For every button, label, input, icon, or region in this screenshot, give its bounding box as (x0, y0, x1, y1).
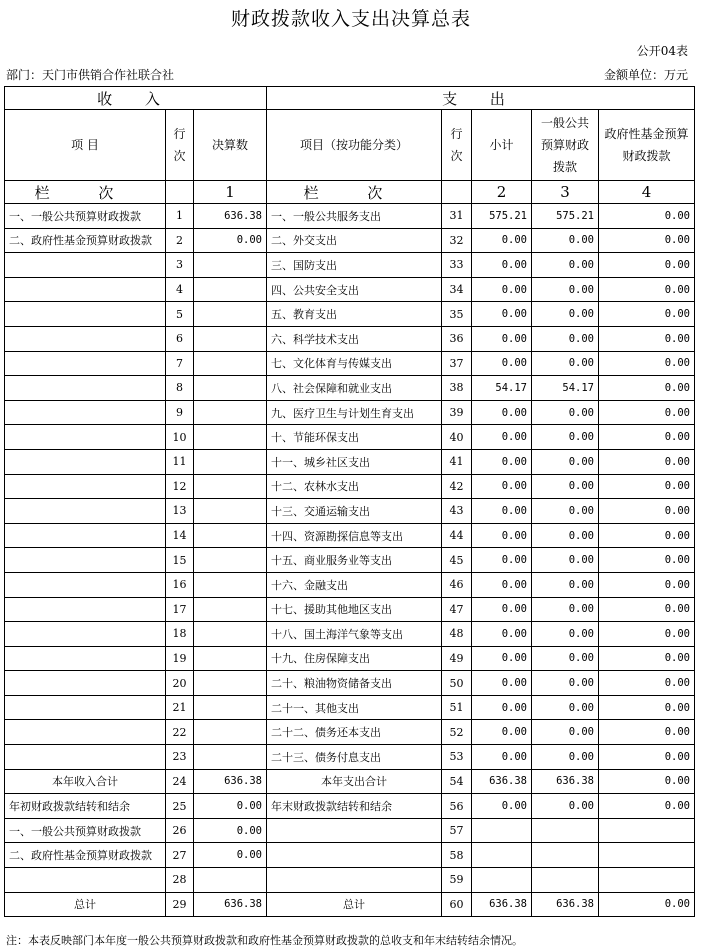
expense-general-budget-cell: 0.00 (532, 302, 599, 327)
table-row (5, 253, 695, 278)
expense-line-no-cell: 60 (442, 892, 472, 917)
column-number-row (5, 181, 695, 204)
expense-subtotal-cell: 0.00 (472, 499, 532, 524)
table-row (5, 818, 695, 843)
expense-item-cell: 十八、国土海洋气象等支出 (267, 622, 442, 647)
expense-line-no-cell: 37 (442, 351, 472, 376)
income-line-no-cell: 2 (166, 228, 194, 253)
income-item-cell (5, 548, 166, 573)
expense-general-budget-cell: 0.00 (532, 572, 599, 597)
table-row (5, 302, 695, 327)
table-row (5, 695, 695, 720)
expense-line-no-cell: 31 (442, 204, 472, 229)
expense-general-budget-cell: 0.00 (532, 425, 599, 450)
income-amount-cell (194, 523, 267, 548)
expense-gov-fund-cell: 0.00 (599, 548, 695, 573)
expense-item-cell: 十九、住房保障支出 (267, 646, 442, 671)
income-amount-cell: 0.00 (194, 818, 267, 843)
col-number-3: 3 (532, 181, 599, 204)
header-line-no: 行次 (166, 110, 194, 181)
header-line-no-2: 行次 (442, 110, 472, 181)
expense-subtotal-cell: 0.00 (472, 745, 532, 770)
income-item-cell: 二、政府性基金预算财政拨款 (5, 843, 166, 868)
table-row (5, 400, 695, 425)
income-amount-cell (194, 474, 267, 499)
expense-line-no-cell: 33 (442, 253, 472, 278)
income-item-cell (5, 745, 166, 770)
expense-item-cell: 十七、援助其他地区支出 (267, 597, 442, 622)
income-item-cell (5, 400, 166, 425)
expense-subtotal-cell: 54.17 (472, 376, 532, 401)
table-row (5, 671, 695, 696)
expense-item-cell: 二十三、债务付息支出 (267, 745, 442, 770)
expense-general-budget-cell: 636.38 (532, 769, 599, 794)
income-line-no-cell: 1 (166, 204, 194, 229)
income-item-cell (5, 351, 166, 376)
department-label: 部门：天门市供销合作社联合社 (6, 68, 175, 82)
income-amount-cell: 636.38 (194, 892, 267, 917)
expense-subtotal-cell: 0.00 (472, 572, 532, 597)
income-line-no-cell: 29 (166, 892, 194, 917)
col-number-label-left: 栏 次 (5, 181, 166, 204)
income-item-cell (5, 253, 166, 278)
expense-line-no-cell: 32 (442, 228, 472, 253)
expense-general-budget-cell: 0.00 (532, 400, 599, 425)
expense-gov-fund-cell: 0.00 (599, 597, 695, 622)
expense-item-cell: 九、医疗卫生与计划生育支出 (267, 400, 442, 425)
income-item-cell (5, 868, 166, 893)
expense-item-cell: 十二、农林水支出 (267, 474, 442, 499)
expense-line-no-cell: 36 (442, 326, 472, 351)
income-amount-cell: 0.00 (194, 843, 267, 868)
income-item-cell: 年初财政拨款结转和结余 (5, 794, 166, 819)
expense-line-no-cell: 48 (442, 622, 472, 647)
expense-subtotal-cell (472, 843, 532, 868)
income-amount-cell (194, 326, 267, 351)
expense-item-cell: 本年支出合计 (267, 769, 442, 794)
income-item-cell (5, 720, 166, 745)
expense-general-budget-cell: 0.00 (532, 671, 599, 696)
expense-gov-fund-cell: 0.00 (599, 745, 695, 770)
income-amount-cell (194, 302, 267, 327)
expense-gov-fund-cell: 0.00 (599, 769, 695, 794)
income-line-no-cell: 14 (166, 523, 194, 548)
income-line-no-cell: 22 (166, 720, 194, 745)
header-subtotal: 小计 (472, 110, 532, 181)
expense-gov-fund-cell: 0.00 (599, 425, 695, 450)
income-line-no-cell: 3 (166, 253, 194, 278)
expense-line-no-cell: 51 (442, 695, 472, 720)
income-item-cell (5, 572, 166, 597)
expense-general-budget-cell: 0.00 (532, 745, 599, 770)
table-row (5, 499, 695, 524)
expense-item-cell: 年末财政拨款结转和结余 (267, 794, 442, 819)
income-item-cell (5, 646, 166, 671)
income-item-cell (5, 376, 166, 401)
expense-subtotal-cell: 0.00 (472, 671, 532, 696)
table-row (5, 646, 695, 671)
expense-subtotal-cell: 575.21 (472, 204, 532, 229)
expense-item-cell: 二十二、债务还本支出 (267, 720, 442, 745)
table-row (5, 277, 695, 302)
income-amount-cell: 636.38 (194, 204, 267, 229)
table-row (5, 474, 695, 499)
header-item: 项 目 (5, 110, 166, 181)
expense-general-budget-cell: 636.38 (532, 892, 599, 917)
expense-line-no-cell: 47 (442, 597, 472, 622)
expense-gov-fund-cell: 0.00 (599, 695, 695, 720)
expense-line-no-cell: 44 (442, 523, 472, 548)
income-item-cell: 一、一般公共预算财政拨款 (5, 204, 166, 229)
expense-item-cell: 十六、金融支出 (267, 572, 442, 597)
section-header-row (5, 87, 695, 110)
income-line-no-cell: 23 (166, 745, 194, 770)
income-item-cell: 总计 (5, 892, 166, 917)
expense-item-cell: 八、社会保障和就业支出 (267, 376, 442, 401)
expense-gov-fund-cell: 0.00 (599, 572, 695, 597)
expense-line-no-cell: 53 (442, 745, 472, 770)
expense-gov-fund-cell: 0.00 (599, 277, 695, 302)
income-line-no-cell: 7 (166, 351, 194, 376)
table-row (5, 523, 695, 548)
income-item-cell (5, 277, 166, 302)
expense-subtotal-cell (472, 868, 532, 893)
income-line-no-cell: 27 (166, 843, 194, 868)
expense-general-budget-cell: 0.00 (532, 720, 599, 745)
expense-general-budget-cell: 0.00 (532, 548, 599, 573)
expense-line-no-cell: 38 (442, 376, 472, 401)
income-item-cell (5, 499, 166, 524)
expense-gov-fund-cell: 0.00 (599, 794, 695, 819)
expense-subtotal-cell: 636.38 (472, 892, 532, 917)
income-line-no-cell: 13 (166, 499, 194, 524)
expense-gov-fund-cell: 0.00 (599, 351, 695, 376)
income-amount-cell (194, 671, 267, 696)
income-item-cell (5, 449, 166, 474)
expense-general-budget-cell: 0.00 (532, 794, 599, 819)
income-item-cell (5, 425, 166, 450)
table-row (5, 622, 695, 647)
income-line-no-cell: 6 (166, 326, 194, 351)
table-row (5, 720, 695, 745)
table-row (5, 351, 695, 376)
expense-general-budget-cell: 0.00 (532, 646, 599, 671)
expense-subtotal-cell: 0.00 (472, 425, 532, 450)
form-number: 公开04表 (636, 44, 688, 58)
income-item-cell: 本年收入合计 (5, 769, 166, 794)
income-amount-cell (194, 868, 267, 893)
table-row (5, 228, 695, 253)
expense-item-cell: 十三、交通运输支出 (267, 499, 442, 524)
income-line-no-cell: 17 (166, 597, 194, 622)
col-number-2: 2 (472, 181, 532, 204)
expense-line-no-cell: 52 (442, 720, 472, 745)
table-row (5, 376, 695, 401)
expense-subtotal-cell: 0.00 (472, 253, 532, 278)
expense-gov-fund-cell: 0.00 (599, 671, 695, 696)
income-line-no-cell: 5 (166, 302, 194, 327)
expense-item-cell: 七、文化体育与传媒支出 (267, 351, 442, 376)
expense-item-cell: 十四、资源勘探信息等支出 (267, 523, 442, 548)
expense-gov-fund-cell: 0.00 (599, 449, 695, 474)
income-line-no-cell: 24 (166, 769, 194, 794)
income-line-no-cell: 25 (166, 794, 194, 819)
table-row (5, 204, 695, 229)
expense-item-cell: 总计 (267, 892, 442, 917)
table-row (5, 843, 695, 868)
expense-line-no-cell: 45 (442, 548, 472, 573)
expense-general-budget-cell: 0.00 (532, 622, 599, 647)
footnote: 注：本表反映部门本年度一般公共预算财政拨款和政府性基金预算财政拨款的总收支和年末结转结余情况。 (6, 934, 523, 947)
expense-item-cell (267, 843, 442, 868)
income-item-cell (5, 597, 166, 622)
header-general-budget: 一般公共预算财政拨款 (532, 110, 599, 181)
income-amount-cell (194, 745, 267, 770)
income-amount-cell (194, 646, 267, 671)
income-amount-cell (194, 376, 267, 401)
col-number-1: 1 (194, 181, 267, 204)
expense-gov-fund-cell: 0.00 (599, 622, 695, 647)
expense-general-budget-cell: 575.21 (532, 204, 599, 229)
income-item-cell: 一、一般公共预算财政拨款 (5, 818, 166, 843)
expense-general-budget-cell: 0.00 (532, 326, 599, 351)
expense-subtotal-cell: 0.00 (472, 597, 532, 622)
expense-subtotal-cell: 0.00 (472, 228, 532, 253)
col-number-label-right: 栏 次 (267, 181, 442, 204)
income-amount-cell (194, 695, 267, 720)
income-line-no-cell: 20 (166, 671, 194, 696)
expense-general-budget-cell: 0.00 (532, 695, 599, 720)
expense-line-no-cell: 49 (442, 646, 472, 671)
expense-item-cell: 十、节能环保支出 (267, 425, 442, 450)
income-line-no-cell: 18 (166, 622, 194, 647)
income-line-no-cell: 10 (166, 425, 194, 450)
expense-item-cell (267, 818, 442, 843)
table-row (5, 572, 695, 597)
expense-item-cell: 十一、城乡社区支出 (267, 449, 442, 474)
expense-item-cell: 二十一、其他支出 (267, 695, 442, 720)
expense-general-budget-cell: 54.17 (532, 376, 599, 401)
expense-general-budget-cell (532, 843, 599, 868)
table-row (5, 548, 695, 573)
income-amount-cell (194, 622, 267, 647)
income-item-cell (5, 622, 166, 647)
expense-gov-fund-cell: 0.00 (599, 720, 695, 745)
expense-general-budget-cell: 0.00 (532, 277, 599, 302)
expense-item-cell: 五、教育支出 (267, 302, 442, 327)
expense-subtotal-cell: 0.00 (472, 622, 532, 647)
table-row (5, 769, 695, 794)
expense-general-budget-cell: 0.00 (532, 597, 599, 622)
expense-gov-fund-cell: 0.00 (599, 326, 695, 351)
amount-unit-label: 金额单位：万元 (603, 68, 688, 82)
income-amount-cell (194, 499, 267, 524)
expense-gov-fund-cell (599, 818, 695, 843)
expense-subtotal-cell: 0.00 (472, 302, 532, 327)
expense-subtotal-cell: 0.00 (472, 646, 532, 671)
expense-line-no-cell: 41 (442, 449, 472, 474)
expense-item-cell: 一、一般公共服务支出 (267, 204, 442, 229)
expense-item-cell: 四、公共安全支出 (267, 277, 442, 302)
expense-line-no-cell: 39 (442, 400, 472, 425)
expense-gov-fund-cell: 0.00 (599, 474, 695, 499)
income-line-no-cell: 21 (166, 695, 194, 720)
expense-subtotal-cell: 0.00 (472, 523, 532, 548)
expense-subtotal-cell: 0.00 (472, 400, 532, 425)
income-line-no-cell: 28 (166, 868, 194, 893)
expense-line-no-cell: 46 (442, 572, 472, 597)
table-row (5, 892, 695, 917)
expense-gov-fund-cell: 0.00 (599, 376, 695, 401)
expense-section-header: 支 出 (267, 87, 695, 110)
income-line-no-cell: 15 (166, 548, 194, 573)
expense-line-no-cell: 34 (442, 277, 472, 302)
income-line-no-cell: 11 (166, 449, 194, 474)
expense-line-no-cell: 56 (442, 794, 472, 819)
table-row (5, 425, 695, 450)
expense-item-cell: 十五、商业服务业等支出 (267, 548, 442, 573)
expense-general-budget-cell: 0.00 (532, 474, 599, 499)
expense-general-budget-cell (532, 868, 599, 893)
income-amount-cell: 0.00 (194, 228, 267, 253)
income-amount-cell (194, 548, 267, 573)
expense-subtotal-cell: 0.00 (472, 326, 532, 351)
expense-subtotal-cell (472, 818, 532, 843)
expense-gov-fund-cell (599, 843, 695, 868)
expense-line-no-cell: 54 (442, 769, 472, 794)
expense-subtotal-cell: 0.00 (472, 351, 532, 376)
income-amount-cell (194, 572, 267, 597)
income-amount-cell (194, 597, 267, 622)
expense-general-budget-cell: 0.00 (532, 499, 599, 524)
expense-subtotal-cell: 0.00 (472, 695, 532, 720)
header-gov-fund: 政府性基金预算财政拨款 (599, 110, 695, 181)
income-line-no-cell: 12 (166, 474, 194, 499)
col-number-empty-2 (442, 181, 472, 204)
expense-item-cell: 六、科学技术支出 (267, 326, 442, 351)
expense-subtotal-cell: 0.00 (472, 449, 532, 474)
column-header-row (5, 110, 695, 181)
expense-gov-fund-cell: 0.00 (599, 253, 695, 278)
income-item-cell: 二、政府性基金预算财政拨款 (5, 228, 166, 253)
income-amount-cell: 636.38 (194, 769, 267, 794)
col-number-4: 4 (599, 181, 695, 204)
expense-general-budget-cell: 0.00 (532, 449, 599, 474)
income-item-cell (5, 695, 166, 720)
expense-gov-fund-cell (599, 868, 695, 893)
expense-line-no-cell: 50 (442, 671, 472, 696)
income-line-no-cell: 8 (166, 376, 194, 401)
expense-gov-fund-cell: 0.00 (599, 892, 695, 917)
col-number-empty (166, 181, 194, 204)
header-final-amount: 决算数 (194, 110, 267, 181)
expense-general-budget-cell: 0.00 (532, 253, 599, 278)
income-line-no-cell: 4 (166, 277, 194, 302)
expense-gov-fund-cell: 0.00 (599, 523, 695, 548)
income-amount-cell (194, 351, 267, 376)
income-amount-cell (194, 720, 267, 745)
expense-subtotal-cell: 0.00 (472, 720, 532, 745)
expense-general-budget-cell: 0.00 (532, 523, 599, 548)
table-row (5, 449, 695, 474)
expense-line-no-cell: 43 (442, 499, 472, 524)
income-line-no-cell: 19 (166, 646, 194, 671)
expense-line-no-cell: 35 (442, 302, 472, 327)
income-line-no-cell: 16 (166, 572, 194, 597)
table-row (5, 597, 695, 622)
expense-item-cell: 三、国防支出 (267, 253, 442, 278)
expense-line-no-cell: 59 (442, 868, 472, 893)
income-item-cell (5, 302, 166, 327)
income-amount-cell: 0.00 (194, 794, 267, 819)
page-title: 财政拨款收入支出决算总表 (230, 8, 471, 30)
income-item-cell (5, 326, 166, 351)
header-item-by-function: 项目（按功能分类） (267, 110, 442, 181)
expense-line-no-cell: 42 (442, 474, 472, 499)
expense-item-cell: 二、外交支出 (267, 228, 442, 253)
income-section-header: 收 入 (5, 87, 267, 110)
expense-general-budget-cell (532, 818, 599, 843)
expense-gov-fund-cell: 0.00 (599, 400, 695, 425)
income-amount-cell (194, 425, 267, 450)
table-row (5, 745, 695, 770)
income-item-cell (5, 671, 166, 696)
income-amount-cell (194, 449, 267, 474)
expense-line-no-cell: 40 (442, 425, 472, 450)
expense-gov-fund-cell: 0.00 (599, 302, 695, 327)
expense-subtotal-cell: 0.00 (472, 548, 532, 573)
table-row (5, 868, 695, 893)
expense-item-cell: 二十、粮油物资储备支出 (267, 671, 442, 696)
income-amount-cell (194, 400, 267, 425)
table-row (5, 794, 695, 819)
expense-subtotal-cell: 0.00 (472, 794, 532, 819)
income-amount-cell (194, 253, 267, 278)
income-item-cell (5, 474, 166, 499)
income-amount-cell (194, 277, 267, 302)
income-line-no-cell: 26 (166, 818, 194, 843)
expense-gov-fund-cell: 0.00 (599, 228, 695, 253)
income-item-cell (5, 523, 166, 548)
expense-gov-fund-cell: 0.00 (599, 646, 695, 671)
expense-gov-fund-cell: 0.00 (599, 204, 695, 229)
expense-general-budget-cell: 0.00 (532, 228, 599, 253)
expense-gov-fund-cell: 0.00 (599, 499, 695, 524)
expense-general-budget-cell: 0.00 (532, 351, 599, 376)
table-row (5, 326, 695, 351)
budget-summary-table (4, 86, 695, 917)
expense-subtotal-cell: 0.00 (472, 277, 532, 302)
expense-line-no-cell: 57 (442, 818, 472, 843)
expense-line-no-cell: 58 (442, 843, 472, 868)
expense-subtotal-cell: 0.00 (472, 474, 532, 499)
expense-item-cell (267, 868, 442, 893)
income-line-no-cell: 9 (166, 400, 194, 425)
expense-subtotal-cell: 636.38 (472, 769, 532, 794)
